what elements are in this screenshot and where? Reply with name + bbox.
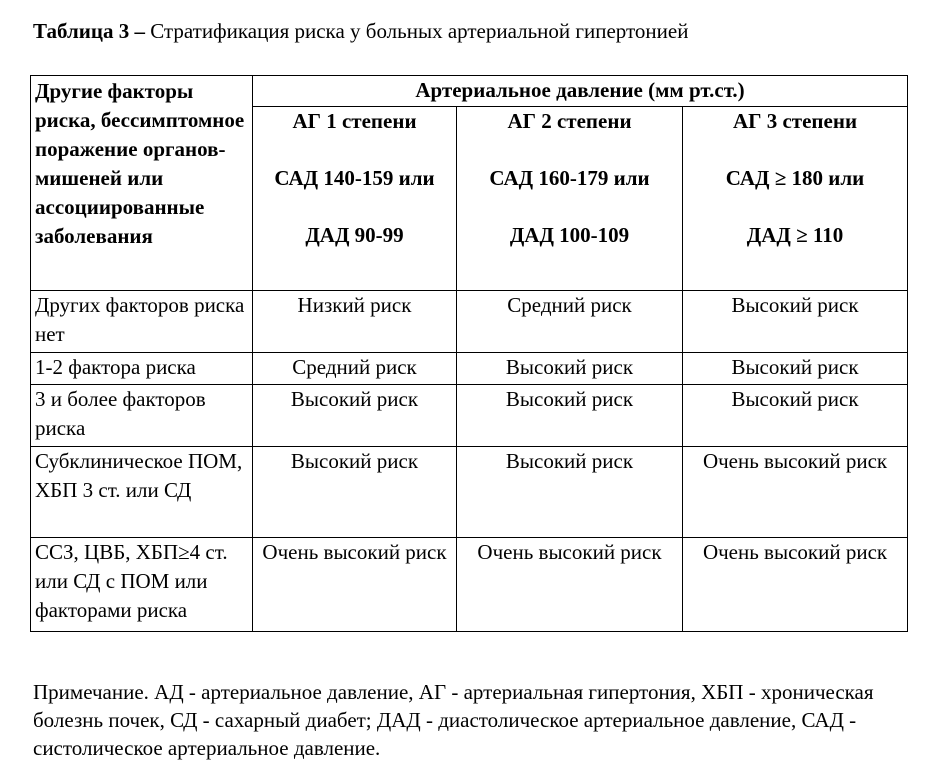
grade-1-sad: САД 140-159 или (274, 166, 435, 190)
grade-2-sad: САД 160-179 или (489, 166, 650, 190)
table-row (31, 385, 908, 447)
header-grade-2 (457, 107, 683, 291)
risk-cell: Высокий риск (683, 385, 908, 447)
row-label-no-factors: Других факторов риска нет (31, 291, 253, 353)
header-grade-3 (683, 107, 908, 291)
table-caption (33, 18, 688, 44)
row-label-3-plus-factors: 3 и более факторов риска (31, 385, 253, 447)
risk-cell: Высокий риск (457, 447, 683, 538)
table-row (31, 291, 908, 353)
table-row (31, 538, 908, 632)
risk-cell: Низкий риск (253, 291, 457, 353)
risk-cell: Средний риск (253, 353, 457, 385)
row-label-cvd: ССЗ, ЦВБ, ХБП≥4 ст. или СД с ПОМ или факторами риска (31, 538, 253, 632)
risk-cell: Высокий риск (253, 385, 457, 447)
risk-cell: Высокий риск (683, 353, 908, 385)
header-other-factors: Другие факторы риска, бессимптомное поражение органов-мишеней или ассоциированные заболевания (31, 76, 253, 291)
grade-1-name: АГ 1 степени (292, 109, 417, 133)
grade-2-name: АГ 2 степени (507, 109, 632, 133)
risk-cell: Высокий риск (457, 385, 683, 447)
grade-3-dad: ДАД ≥ 110 (746, 223, 844, 247)
risk-cell: Средний риск (457, 291, 683, 353)
table-row (31, 447, 908, 538)
table-header-row (31, 76, 908, 107)
risk-cell: Высокий риск (253, 447, 457, 538)
table-note: Примечание. АД - артериальное давление, АГ - артериальная гипертония, ХБП - хроническая болезнь почек, СД - сахарный диабет; ДАД - диастолическое артериальное давление, САД - систолическое артериальное давление. (33, 680, 874, 760)
row-label-subclinical: Субклиническое ПОМ, ХБП 3 ст. или СД (31, 447, 253, 538)
risk-cell: Очень высокий риск (457, 538, 683, 632)
table-caption-title: Стратификация риска у больных артериальной гипертонией (144, 19, 689, 43)
risk-cell: Высокий риск (457, 353, 683, 385)
table-row (31, 353, 908, 385)
header-grade-1 (253, 107, 457, 291)
risk-cell: Очень высокий риск (683, 538, 908, 632)
header-blood-pressure: Артериальное давление (мм рт.ст.) (253, 76, 908, 107)
grade-3-name: АГ 3 степени (732, 109, 858, 133)
row-label-1-2-factors: 1-2 фактора риска (31, 353, 253, 385)
risk-cell: Очень высокий риск (683, 447, 908, 538)
risk-cell: Высокий риск (683, 291, 908, 353)
grade-2-dad: ДАД 100-109 (509, 223, 630, 247)
risk-stratification-table (30, 75, 908, 632)
grade-3-sad: САД ≥ 180 или (725, 166, 865, 190)
grade-1-dad: ДАД 90-99 (305, 223, 404, 247)
risk-cell: Очень высокий риск (253, 538, 457, 632)
table-caption-number: Таблица 3 – (33, 19, 145, 43)
